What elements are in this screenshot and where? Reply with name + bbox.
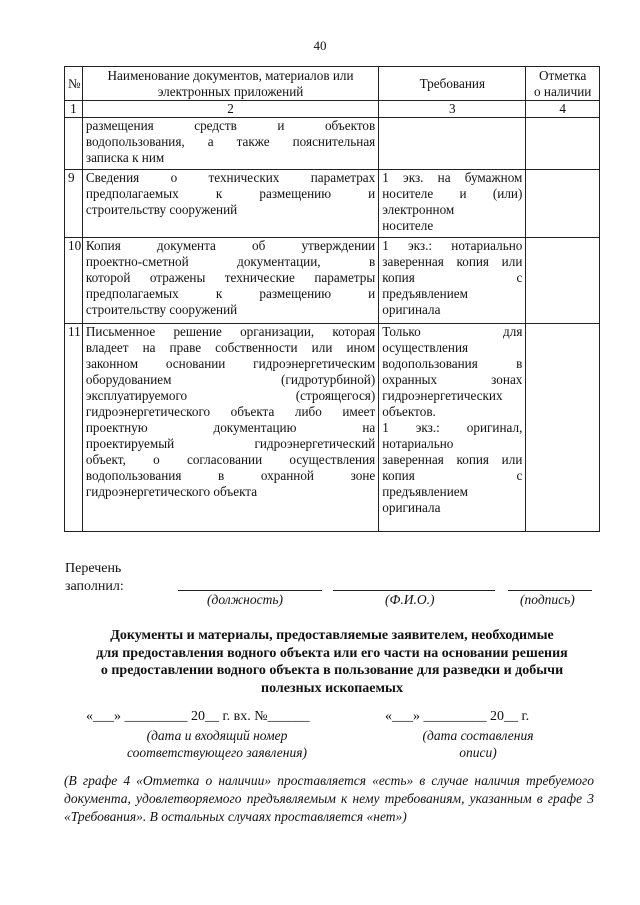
cell-line: оригинала — [382, 500, 441, 515]
cell-line: предъявлением — [382, 286, 468, 301]
incoming-date-label — [92, 727, 342, 761]
cell-line: осуществления — [382, 340, 469, 355]
cell-line: гидроэнергетических — [382, 388, 503, 403]
cell-line: оборудованием (гидротурбиной) — [85, 372, 376, 387]
row-requirements — [379, 170, 526, 238]
cell-line: которой отражены технические параметры — [85, 270, 376, 285]
row-mark — [526, 324, 600, 532]
index-row — [65, 101, 600, 118]
cell-line: заверенная копия или — [382, 452, 523, 467]
cell-line: записка к ним — [85, 150, 165, 165]
filled-by-label — [65, 560, 124, 596]
row-requirements — [379, 118, 526, 170]
cell-line: Копия документа об утверждении — [85, 238, 376, 253]
row-num: 11 — [65, 324, 83, 532]
filled-by-line1: Перечень — [65, 561, 122, 576]
heading-line: для предоставления водного объекта или его части на основании решения — [96, 645, 568, 661]
row-name — [82, 324, 378, 532]
cell-line: гидроэнергетического объекта — [85, 484, 258, 499]
incoming-date-label-line2: соответствующего заявления) — [127, 745, 307, 760]
documents-table — [64, 66, 600, 532]
name-line — [333, 590, 495, 591]
row-name — [82, 170, 378, 238]
row-num: 9 — [65, 170, 83, 238]
cell-line: водопользования, а также пояснительная — [85, 134, 376, 149]
compilation-date-line: «___» _________ 20__ г. — [385, 709, 530, 724]
cell-line: строительству сооружений — [85, 302, 238, 317]
compilation-date-label-line2: описи) — [459, 745, 497, 760]
row-mark — [526, 170, 600, 238]
footnote: (В графе 4 «Отметка о наличии» проставляется «есть» в случае наличия требуемого документа, удовлетворяемого предъявляемым к нему требованиям, указанным в графе 3 «Требования». В остальных случаях проставляется «нет») — [64, 773, 594, 824]
row-requirements — [379, 324, 526, 532]
signature-line — [508, 590, 592, 591]
cell-line: эксплуатируемого (строящегося) — [85, 388, 376, 403]
table-row — [65, 118, 600, 170]
table-header-row — [65, 67, 600, 101]
cell-line: носителе — [382, 218, 434, 233]
cell-line: Только для — [382, 324, 523, 339]
row-mark — [526, 118, 600, 170]
row-num — [65, 118, 83, 170]
filled-by-line2: заполнил: — [65, 579, 124, 594]
cell-line: копия с — [382, 468, 523, 483]
index-cell: 1 — [65, 101, 83, 118]
heading-line: полезных ископаемых — [261, 680, 403, 696]
cell-line: Письменное решение организации, которая — [85, 324, 376, 339]
header-requirements: Требования — [379, 67, 526, 101]
compilation-date-label — [398, 727, 558, 761]
table-row — [65, 324, 600, 532]
section-heading — [64, 627, 600, 697]
cell-line: нотариально — [382, 436, 454, 451]
heading-line: о предоставлении водного объекта в пользование для разведки и добычи — [100, 663, 564, 678]
cell-line: объект, о согласовании осуществления — [85, 452, 376, 467]
cell-line: предъявлением — [382, 484, 468, 499]
row-mark — [526, 238, 600, 324]
row-requirements — [379, 238, 526, 324]
row-num: 10 — [65, 238, 83, 324]
cell-line: охранных зонах — [382, 372, 523, 387]
cell-line: предполагаемых к размещению и — [85, 286, 376, 301]
cell-line: размещения средств и объектов — [85, 118, 376, 133]
cell-line: проектируемый гидроэнергетический — [85, 436, 376, 451]
cell-line: проектную документацию на — [85, 420, 376, 435]
row-name — [82, 118, 378, 170]
name-label: (Ф.И.О.) — [385, 592, 435, 607]
cell-line: водопользования в — [382, 356, 523, 371]
index-cell: 4 — [526, 101, 600, 118]
header-num: № — [65, 67, 83, 101]
cell-line: водопользования в охранной зоне — [85, 468, 376, 483]
position-label: (должность) — [207, 592, 284, 607]
page-number: 40 — [313, 38, 327, 53]
cell-line: Сведения о технических параметрах — [85, 170, 376, 185]
position-line — [178, 590, 322, 591]
cell-line: 1 экз.: оригинал, — [382, 420, 523, 435]
cell-line: электронном — [382, 202, 455, 217]
row-name — [82, 238, 378, 324]
cell-line: предполагаемых к размещению и — [85, 186, 376, 201]
header-mark-line2: о наличии — [534, 83, 592, 99]
header-mark — [526, 67, 600, 101]
header-mark-line1: Отметка — [539, 67, 587, 83]
heading-line: Документы и материалы, предоставляемые заявителем, необходимые — [110, 628, 554, 643]
cell-line: строительству сооружений — [85, 202, 238, 217]
cell-line: 1 экз.: нотариально — [382, 238, 523, 253]
cell-line: копия с — [382, 270, 523, 285]
cell-line: 1 экз. на бумажном — [382, 170, 523, 185]
compilation-date-label-line1: (дата составления — [422, 728, 534, 743]
cell-line: оригинала — [382, 302, 441, 317]
incoming-date-label-line1: (дата и входящий номер — [146, 728, 288, 743]
cell-line: законном основании гидроэнергетическим — [85, 356, 376, 371]
cell-line: владеет на праве собственности или ином — [85, 340, 376, 355]
incoming-date-line: «___» _________ 20__ г. вх. №______ — [86, 709, 310, 724]
cell-line: объектов. — [382, 404, 436, 419]
cell-line: носителе и (или) — [382, 186, 523, 201]
table-row — [65, 238, 600, 324]
cell-line: гидроэнергетического объекта либо имеет — [85, 404, 376, 419]
cell-line: проектно-сметной документации, в — [85, 254, 376, 269]
index-cell: 2 — [82, 101, 378, 118]
signature-label: (подпись) — [520, 592, 575, 607]
header-name: Наименование документов, материалов или электронных приложений — [82, 67, 378, 101]
table-row — [65, 170, 600, 238]
index-cell: 3 — [379, 101, 526, 118]
cell-line: заверенная копия или — [382, 254, 523, 269]
